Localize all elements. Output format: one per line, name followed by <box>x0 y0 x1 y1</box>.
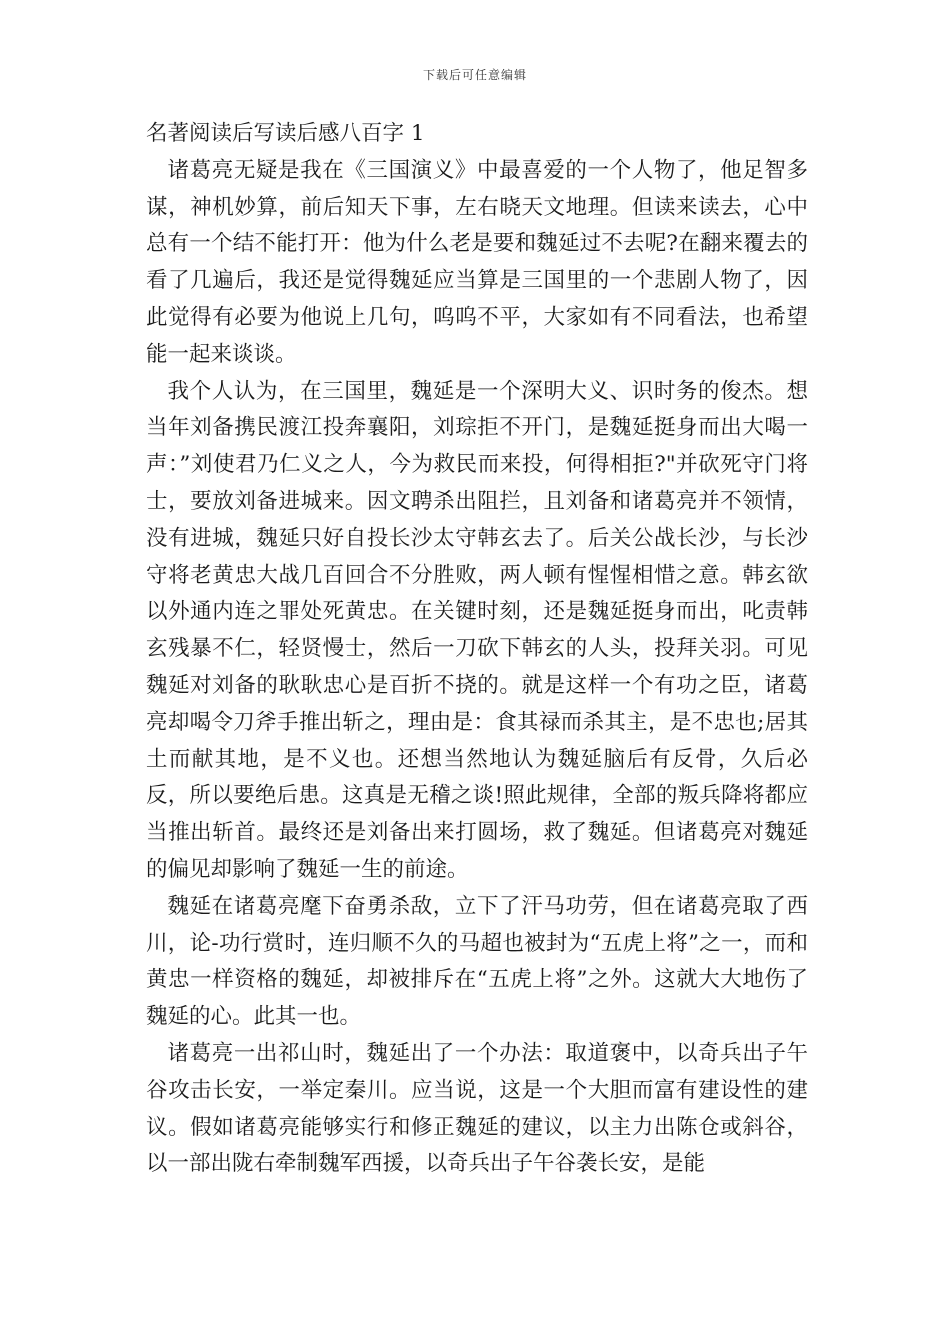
paragraph-2: 我个人认为，在三国里，魏延是一个深明大义、识时务的俊杰。想当年刘备携民渡江投奔襄阳，刘琮拒不开门，是魏延挺身而出大喝一声：”刘使君乃仁义之人，今为救民而来投，何得相拒?"并砍死守门将士，要放刘备进城来。因文聘杀出阻拦，且刘备和诸葛亮并不领情，没有进城，魏延只好自投长沙太守韩玄去了。后关公战长沙，与长沙守将老黄忠大战几百回合不分胜败，两人顿有惺惺相惜之意。韩玄欲以外通内连之罪处死黄忠。在关键时刻，还是魏延挺身而出，叱责韩玄残暴不仁，轻贤慢士，然后一刀砍下韩玄的人头，投拜关羽。可见魏延对刘备的耿耿忠心是百折不挠的。就是这样一个有功之臣，诸葛亮却喝令刀斧手推出斩之，理由是：食其禄而杀其主，是不忠也;居其土而献其地，是不义也。还想当然地认为魏延脑后有反骨，久后必反，所以要绝后患。这真是无稽之谈!照此规律，全部的叛兵降将都应当推出斩首。最终还是刘备出来打圆场，救了魏延。但诸葛亮对魏延的偏见却影响了魏延一生的前途。 <box>146 378 808 882</box>
page-header-note: 下载后可任意编辑 <box>422 68 527 82</box>
paragraph-3: 魏延在诸葛亮麾下奋勇杀敌，立下了汗马功劳，但在诸葛亮取了西川，论-功行赏时，连归顺不久的马超也被封为“五虎上将”之一，而和黄忠一样资格的魏延，却被排斥在“五虎上将”之外。这就大大地伤了魏延的心。此其一也。 <box>146 893 808 1030</box>
article-title: 名著阅读后写读后感八百字 1 <box>146 121 425 146</box>
paragraph-1: 诸葛亮无疑是我在《三国演义》中最喜爱的一个人物了，他足智多谋，神机妙算，前后知天下事，左右晓天文地理。但读来读去，心中总有一个结不能打开：他为什么老是要和魏延过不去呢?在翻来覆去的看了几遍后，我还是觉得魏延应当算是三国里的一个悲剧人物了，因此觉得有必要为他说上几句，呜呜不平，大家如有不同看法，也希望能一起来谈谈。 <box>146 157 808 367</box>
paragraph-4: 诸葛亮一出祁山时，魏延出了一个办法：取道褒中，以奇兵出子午谷攻击长安，一举定秦川。应当说，这是一个大胆而富有建设性的建议。假如诸葛亮能够实行和修正魏延的建议，以主力出陈仓或斜谷，以一部出陇右牵制魏军西援，以奇兵出子午谷袭长安，是能 <box>146 1040 808 1177</box>
article-body <box>146 116 808 1183</box>
